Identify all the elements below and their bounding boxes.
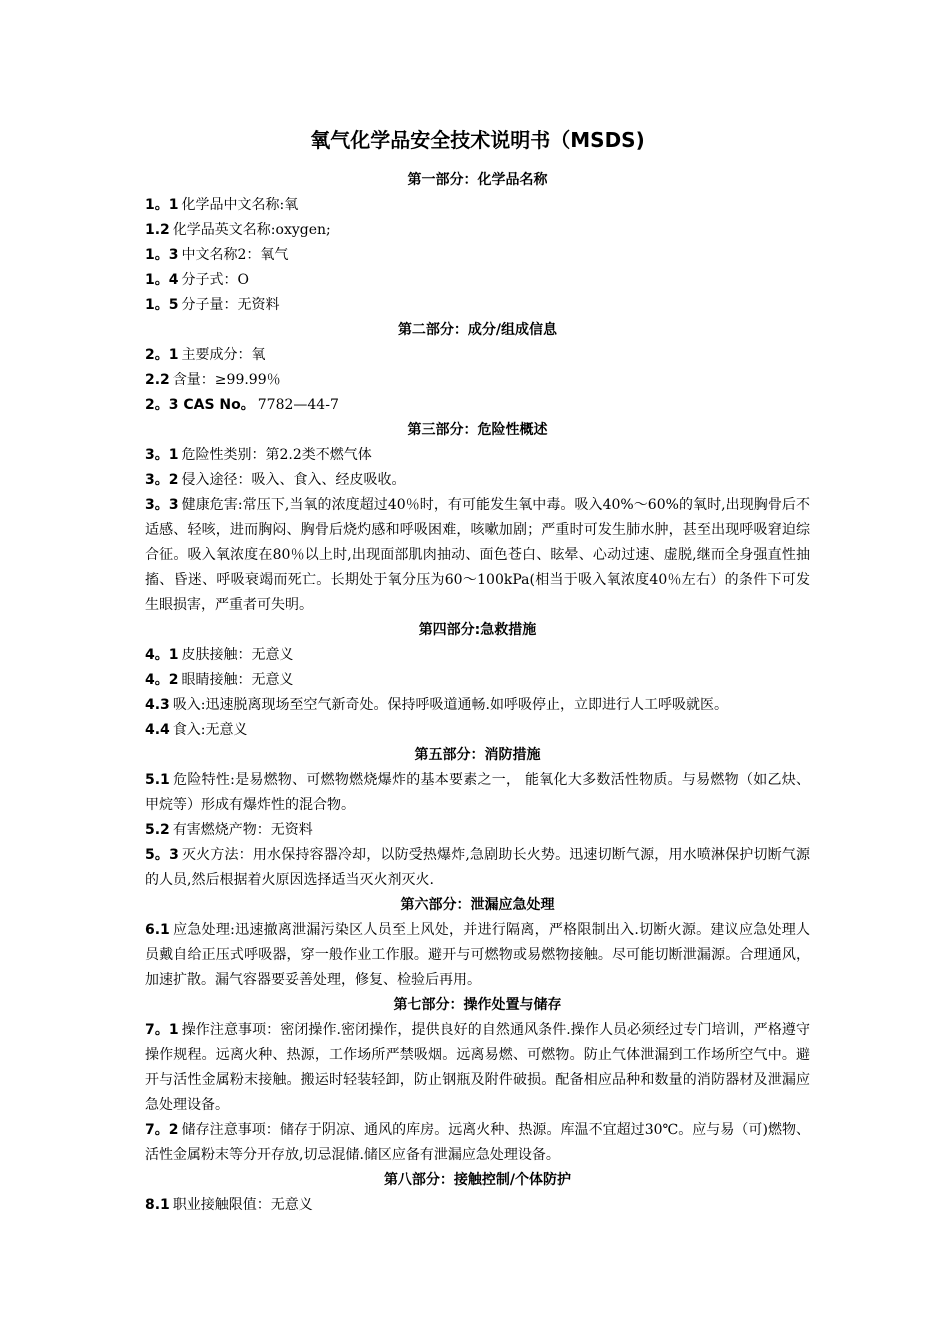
list-item xyxy=(145,1118,810,1168)
list-item xyxy=(145,443,810,468)
section-heading: 第四部分:急救措施 xyxy=(418,622,537,638)
item-number: 4.3 xyxy=(145,697,170,713)
list-item xyxy=(145,718,810,743)
item-text: 灭火方法：用水保持容器冷却，以防受热爆炸,急剧助长火势。迅速切断气源，用水喷淋保护切断气源的人员,然后根据着火原因选择适当灭火剂灭火. xyxy=(145,847,810,888)
item-number: 7。1 xyxy=(145,1022,179,1038)
item-number: 6.1 xyxy=(145,922,170,938)
item-text: 皮肤接触：无意义 xyxy=(181,647,294,663)
section-heading: 第六部分：泄漏应急处理 xyxy=(400,897,555,913)
item-text: 危险特性:是易燃物、可燃物燃烧爆炸的基本要素之一， 能氧化大多数活性物质。与易燃物（如乙炔、甲烷等）形成有爆炸性的混合物。 xyxy=(145,772,810,813)
item-number: 3。1 xyxy=(145,447,179,463)
item-number: 4。1 xyxy=(145,647,179,663)
item-number: 2。3 CAS No。 xyxy=(145,397,255,413)
item-number: 8.1 xyxy=(145,1197,170,1213)
item-number: 1。5 xyxy=(145,297,179,313)
item-text: 分子式：O xyxy=(181,272,249,288)
list-item xyxy=(145,643,810,668)
item-text: 操作注意事项：密闭操作.密闭操作，提供良好的自然通风条件.操作人员必须经过专门培训，严格遵守操作规程。远离火种、热源，工作场所严禁吸烟。远离易燃、可燃物。防止气体泄漏到工作场所空气中。避开与活性金属粉末接触。搬运时轻装轻卸，防止钢瓶及附件破损。配备相应品种和数量的消防器材及泄漏应急处理设备。 xyxy=(145,1022,810,1113)
list-item xyxy=(145,368,810,393)
item-text: 应急处理:迅速撤离泄漏污染区人员至上风处，并进行隔离，严格限制出入.切断火源。建议应急处理人员戴自给正压式呼吸器，穿一般作业工作服。避开与可燃物或易燃物接触。尽可能切断泄漏源。合理通风，加速扩散。漏气容器要妥善处理，修复、检验后再用。 xyxy=(145,922,810,988)
item-number: 1。3 xyxy=(145,247,179,263)
item-number: 1。4 xyxy=(145,272,179,288)
item-text: 含量：≥99.99％ xyxy=(172,372,281,388)
list-item xyxy=(145,293,810,318)
item-text: 化学品中文名称:氧 xyxy=(181,197,299,213)
item-text: 食入:无意义 xyxy=(172,722,248,738)
section-hazards xyxy=(145,418,810,618)
item-text: 危险性类别：第2.2类不燃气体 xyxy=(181,447,372,463)
item-text: 化学品英文名称:oxygen; xyxy=(172,222,331,238)
list-item xyxy=(145,668,810,693)
item-text: 眼睛接触：无意义 xyxy=(181,672,294,688)
item-text: 7782—44-7 xyxy=(257,397,339,413)
section-heading: 第五部分：消防措施 xyxy=(414,747,541,763)
item-number: 3。2 xyxy=(145,472,179,488)
section-heading: 第二部分：成分/组成信息 xyxy=(397,322,558,338)
item-text: 吸入:迅速脱离现场至空气新奇处。保持呼吸道通畅.如呼吸停止，立即进行人工呼吸就医。 xyxy=(172,697,728,713)
item-number: 7。2 xyxy=(145,1122,179,1138)
item-number: 5.2 xyxy=(145,822,170,838)
section-composition xyxy=(145,318,810,418)
item-number: 3。3 xyxy=(145,497,179,513)
item-number: 4。2 xyxy=(145,672,179,688)
list-item xyxy=(145,493,810,618)
item-number: 5。3 xyxy=(145,847,179,863)
item-number: 4.4 xyxy=(145,722,170,738)
section-heading: 第一部分：化学品名称 xyxy=(407,172,548,188)
section-handling-storage xyxy=(145,993,810,1168)
item-number: 1.2 xyxy=(145,222,170,238)
item-text: 健康危害:常压下,当氧的浓度超过40％时，有可能发生氧中毒。吸入40%～60%的氧时,出现胸骨后不适感、轻咳，进而胸闷、胸骨后烧灼感和呼吸困难，咳嗽加剧；严重时可发生肺水肿，甚至出现呼吸窘迫综合征。吸入氧浓度在80％以上时,出现面部肌肉抽动、面色苍白、眩晕、心动过速、虚脱,继而全身强直性抽搐、昏迷、呼吸衰竭而死亡。长期处于氧分压为60～100kPa(相当于吸入氧浓度40％左右）的条件下可发生眼损害，严重者可失明。 xyxy=(145,497,810,613)
section-firefighting xyxy=(145,743,810,893)
item-text: 有害燃烧产物：无资料 xyxy=(172,822,313,838)
section-chemical-name xyxy=(145,168,810,318)
list-item xyxy=(145,393,810,418)
item-number: 2。1 xyxy=(145,347,179,363)
item-text: 分子量：无资料 xyxy=(181,297,280,313)
list-item xyxy=(145,918,810,993)
section-heading: 第七部分：操作处置与储存 xyxy=(393,997,562,1013)
list-item xyxy=(145,343,810,368)
list-item xyxy=(145,193,810,218)
item-number: 1。1 xyxy=(145,197,179,213)
list-item xyxy=(145,1193,810,1218)
item-text: 侵入途径：吸入、食入、经皮吸收。 xyxy=(181,472,406,488)
msds-document xyxy=(145,125,810,1218)
item-text: 储存注意事项：储存于阴凉、通风的库房。远离火种、热源。库温不宜超过30℃。应与易（可)燃物、活性金属粉末等分开存放,切忌混储.储区应备有泄漏应急处理设备。 xyxy=(145,1122,811,1163)
list-item xyxy=(145,1018,810,1118)
list-item xyxy=(145,843,810,893)
section-heading: 第三部分：危险性概述 xyxy=(407,422,548,438)
section-exposure-control xyxy=(145,1168,810,1218)
list-item xyxy=(145,268,810,293)
item-number: 5.1 xyxy=(145,772,170,788)
section-spill-response xyxy=(145,893,810,993)
list-item xyxy=(145,693,810,718)
list-item xyxy=(145,768,810,818)
section-first-aid xyxy=(145,618,810,743)
item-text: 主要成分：氧 xyxy=(181,347,266,363)
item-text: 职业接触限值：无意义 xyxy=(172,1197,313,1213)
list-item xyxy=(145,243,810,268)
item-text: 中文名称2：氧气 xyxy=(181,247,289,263)
item-number: 2.2 xyxy=(145,372,170,388)
list-item xyxy=(145,468,810,493)
list-item xyxy=(145,218,810,243)
list-item xyxy=(145,818,810,843)
document-title: 氧气化学品安全技术说明书（MSDS) xyxy=(310,128,645,152)
section-heading: 第八部分：接触控制/个体防护 xyxy=(383,1172,572,1188)
